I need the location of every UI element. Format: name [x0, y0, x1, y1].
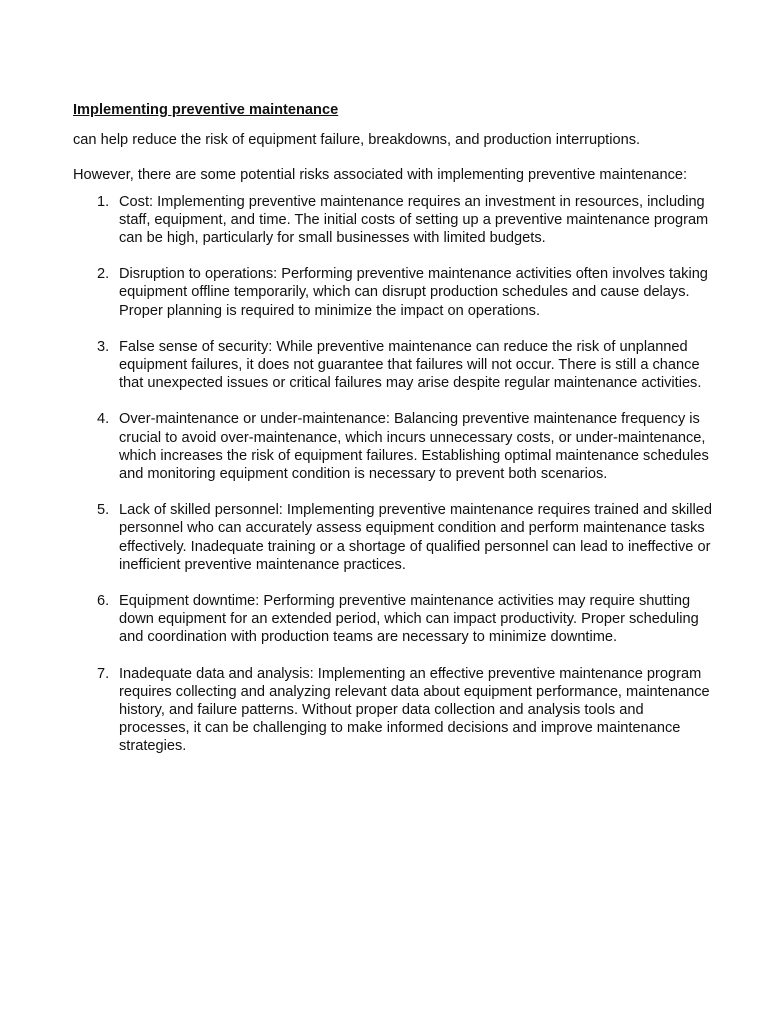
list-item-number: 1.	[97, 193, 110, 210]
risk-list	[73, 193, 718, 756]
list-item	[73, 338, 718, 393]
lead-paragraph: However, there are some potential risks associated with implementing preventive maintenance:	[73, 167, 688, 184]
list-item	[73, 501, 718, 574]
list-item-text: Cost: Implementing preventive maintenance requires an investment in resources, including staff, equipment, and time. The initial costs of setting up a preventive maintenance program can be high, particularly for small businesses with limited budgets.	[119, 193, 709, 247]
document-title: Implementing preventive maintenance	[73, 102, 339, 118]
list-item	[73, 410, 718, 483]
list-item-number: 3.	[97, 338, 110, 355]
list-item-number: 5.	[97, 502, 110, 519]
list-item-number: 4.	[97, 411, 110, 428]
list-item	[73, 592, 718, 647]
intro-paragraph: can help reduce the risk of equipment failure, breakdowns, and production interruptions.	[73, 132, 641, 149]
list-item	[73, 193, 718, 248]
document-page	[73, 101, 718, 774]
list-item	[73, 665, 718, 756]
list-item	[73, 265, 718, 320]
list-item-number: 2.	[97, 266, 110, 283]
list-item-text: Disruption to operations: Performing preventive maintenance activities often involves taking equipment offline temporarily, which can disrupt production schedules and cause delays. Proper planning is required to minimize the impact on operations.	[119, 266, 708, 319]
list-item-text: False sense of security: While preventive maintenance can reduce the risk of unplanned equipment failures, it does not guarantee that failures will not occur. There is still a chance that unexpected issues or critical failures may arise despite regular maintenance activities.	[119, 338, 702, 392]
list-item-text: Over-maintenance or under-maintenance: Balancing preventive maintenance frequency is crucial to avoid over-maintenance, which incurs unnecessary costs, or under-maintenance, which increases the risk of equipment failures. Establishing optimal maintenance schedules and monitoring equipment condition is necessary to prevent both scenarios.	[119, 411, 709, 483]
list-item-text: Equipment downtime: Performing preventive maintenance activities may require shutting down equipment for an extended period, which can impact productivity. Proper scheduling and coordination with production teams are necessary to minimize downtime.	[119, 593, 699, 646]
list-item-number: 7.	[97, 665, 110, 682]
list-item-number: 6.	[97, 593, 110, 610]
list-item-text: Inadequate data and analysis: Implementing an effective preventive maintenance program requires collecting and analyzing relevant data about equipment performance, maintenance history, and failure patterns. Without proper data collection and analysis tools and processes, it can be challenging to make informed decisions and improve maintenance strategies.	[119, 665, 710, 755]
list-item-text: Lack of skilled personnel: Implementing preventive maintenance requires trained and skilled personnel who can accurately assess equipment condition and perform maintenance tasks effectively. Inadequate training or a shortage of qualified personnel can lead to ineffective or inefficient preventive maintenance practices.	[119, 502, 712, 573]
